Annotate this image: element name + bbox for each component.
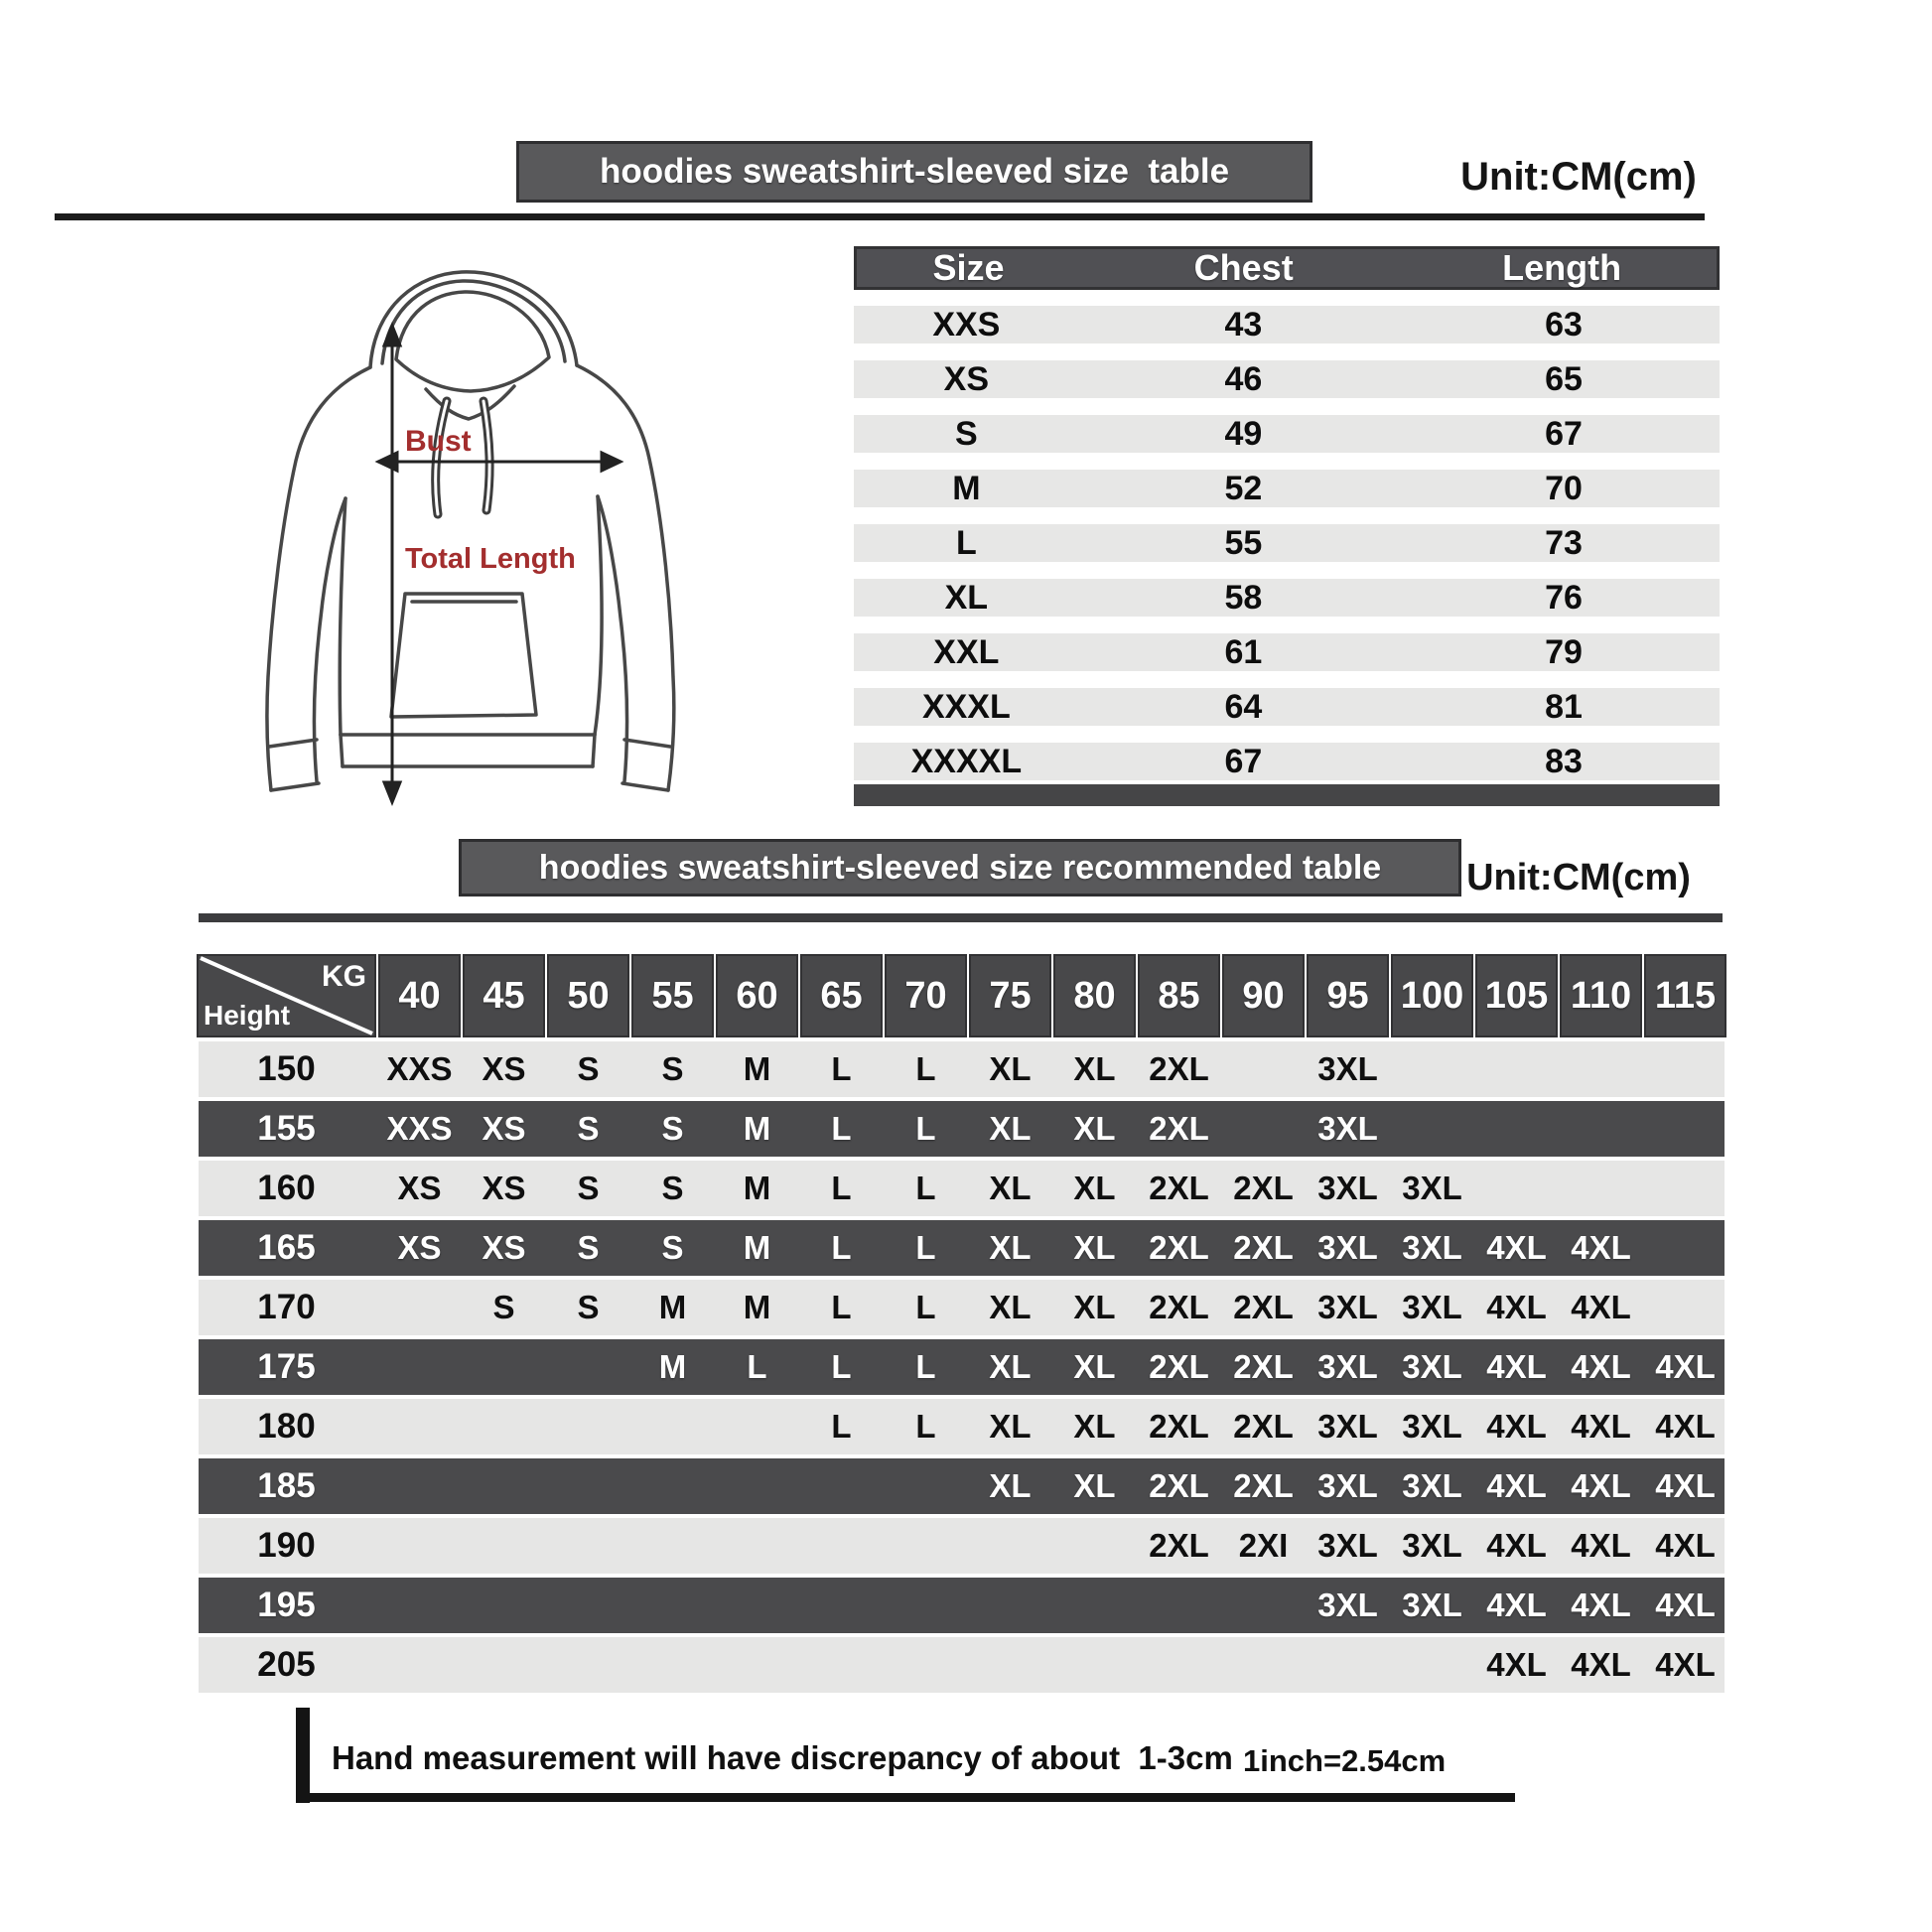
size-cell: XS xyxy=(482,1170,526,1206)
weight-header-cell: 75 xyxy=(971,956,1049,1035)
inch-conversion-note: 1inch=2.54cm xyxy=(1243,1743,1447,1778)
recommended-table-row xyxy=(199,1101,1725,1157)
size-cell: M xyxy=(743,1170,771,1206)
size-cell: M xyxy=(743,1110,771,1147)
size-cell: 3XL xyxy=(1402,1467,1462,1504)
height-label: 160 xyxy=(257,1169,316,1207)
size-cell: 4XL xyxy=(1571,1289,1631,1325)
size-table-cell: XXXXL xyxy=(910,743,1023,780)
size-table-row xyxy=(854,470,1720,507)
size-table-row xyxy=(854,579,1720,617)
size-cell: 3XL xyxy=(1317,1587,1378,1623)
size-cell: L xyxy=(831,1289,852,1325)
size-cell: 3XL xyxy=(1402,1289,1462,1325)
size-cell: 3XL xyxy=(1317,1289,1378,1325)
recommended-table-row xyxy=(199,1280,1725,1335)
weight-header-cell: 100 xyxy=(1393,956,1471,1035)
size-cell: 3XL xyxy=(1317,1110,1378,1147)
size-table-title: hoodies sweatshirt-sleeved size table xyxy=(599,152,1230,191)
weight-header-cell: 115 xyxy=(1646,956,1725,1035)
size-cell: 4XL xyxy=(1571,1348,1631,1385)
height-label: 165 xyxy=(257,1228,316,1267)
size-cell: 2XL xyxy=(1233,1229,1294,1266)
size-cell: 2XL xyxy=(1233,1467,1294,1504)
total-length-label: Total Length xyxy=(405,543,576,575)
size-table-row xyxy=(854,743,1720,780)
size-cell: 2XL xyxy=(1233,1289,1294,1325)
size-table-cell: 83 xyxy=(1545,743,1583,780)
size-cell: XL xyxy=(989,1408,1032,1445)
size-cell: L xyxy=(831,1348,852,1385)
size-table-cell: M xyxy=(952,470,981,507)
size-cell: 2XL xyxy=(1233,1408,1294,1445)
height-label: 170 xyxy=(257,1288,316,1326)
size-cell: 4XL xyxy=(1571,1408,1631,1445)
size-cell: 3XL xyxy=(1402,1170,1462,1206)
body-left-seam xyxy=(340,498,345,735)
size-cell: L xyxy=(915,1110,936,1147)
size-cell: 4XL xyxy=(1655,1646,1716,1683)
weight-header-cell: 90 xyxy=(1224,956,1303,1035)
recommended-table-row xyxy=(199,1041,1725,1097)
size-table xyxy=(854,246,1720,822)
right-cuff-bottom xyxy=(622,783,668,790)
size-cell: S xyxy=(661,1050,684,1087)
size-cell: 3XL xyxy=(1402,1527,1462,1564)
size-cell: 4XL xyxy=(1571,1587,1631,1623)
size-cell: 2XL xyxy=(1149,1289,1209,1325)
size-cell: 2XL xyxy=(1149,1229,1209,1266)
recommended-table-row xyxy=(199,1161,1725,1216)
size-cell: L xyxy=(831,1170,852,1206)
height-label: 180 xyxy=(257,1407,316,1446)
size-cell: 4XL xyxy=(1571,1527,1631,1564)
size-table-cell: 79 xyxy=(1545,633,1583,671)
recommended-table-row xyxy=(199,1637,1725,1693)
size-cell: XS xyxy=(482,1229,526,1266)
size-cell: 4XL xyxy=(1486,1527,1547,1564)
size-cell: L xyxy=(915,1348,936,1385)
size-table-cell: 43 xyxy=(1224,306,1263,344)
size-cell: S xyxy=(577,1170,600,1206)
size-table-cell: 49 xyxy=(1224,415,1263,453)
size-cell: 3XL xyxy=(1317,1050,1378,1087)
recommended-table-row xyxy=(199,1458,1725,1514)
weight-header-cell: 110 xyxy=(1562,956,1640,1035)
size-cell: XL xyxy=(1073,1170,1116,1206)
recommended-table-row xyxy=(199,1578,1725,1633)
size-table-cell: XL xyxy=(944,579,989,617)
arrowhead-down xyxy=(384,782,400,802)
column-header-chest: Chest xyxy=(1193,247,1294,288)
size-table-cell: 67 xyxy=(1224,743,1263,780)
size-cell: XL xyxy=(1073,1229,1116,1266)
size-cell: XL xyxy=(989,1229,1032,1266)
height-label: 205 xyxy=(257,1645,316,1684)
size-table-row xyxy=(854,524,1720,562)
middle-divider-line xyxy=(199,913,1723,922)
size-cell: S xyxy=(577,1289,600,1325)
size-table-cell: 64 xyxy=(1224,688,1263,726)
size-cell: S xyxy=(577,1110,600,1147)
weight-header-cell: 105 xyxy=(1477,956,1556,1035)
size-cell: 3XL xyxy=(1317,1170,1378,1206)
size-table-footer-bar xyxy=(854,784,1720,806)
size-cell: 3XL xyxy=(1317,1408,1378,1445)
recommended-table-title-bar xyxy=(459,839,1461,897)
size-cell: 2XL xyxy=(1149,1110,1209,1147)
size-cell: XL xyxy=(1073,1050,1116,1087)
weight-header-cell: 60 xyxy=(718,956,796,1035)
size-cell: L xyxy=(831,1408,852,1445)
note-underline xyxy=(296,1793,1515,1802)
size-cell: L xyxy=(831,1229,852,1266)
hem-sides xyxy=(341,735,595,766)
size-cell: L xyxy=(747,1348,767,1385)
size-table-row xyxy=(854,688,1720,726)
size-cell: 2XL xyxy=(1149,1170,1209,1206)
recommended-table-unit-label: Unit:CM(cm) xyxy=(1466,857,1691,898)
size-cell: S xyxy=(577,1229,600,1266)
size-cell: 4XL xyxy=(1571,1229,1631,1266)
recommended-table-row xyxy=(199,1399,1725,1454)
weight-header-cell: 50 xyxy=(549,956,627,1035)
size-cell: XL xyxy=(989,1170,1032,1206)
left-cuff-top xyxy=(269,740,317,747)
size-cell: M xyxy=(743,1050,771,1087)
size-cell: 4XL xyxy=(1486,1467,1547,1504)
size-cell: XL xyxy=(1073,1467,1116,1504)
size-cell: XL xyxy=(1073,1110,1116,1147)
size-cell: 4XL xyxy=(1655,1467,1716,1504)
size-cell: XS xyxy=(397,1229,442,1266)
size-cell: 2XL xyxy=(1233,1348,1294,1385)
size-cell: 4XL xyxy=(1655,1527,1716,1564)
size-table-cell: 76 xyxy=(1545,579,1583,617)
weight-header-cell: 65 xyxy=(802,956,881,1035)
size-cell: S xyxy=(577,1050,600,1087)
recommended-table-row xyxy=(199,1339,1725,1395)
size-cell: L xyxy=(915,1289,936,1325)
size-table-title-bar xyxy=(516,141,1312,203)
size-cell: 3XL xyxy=(1317,1348,1378,1385)
corner-height-label: Height xyxy=(204,1000,291,1031)
size-cell: 4XL xyxy=(1486,1289,1547,1325)
recommended-table-header xyxy=(199,956,1725,1035)
size-cell: 2XL xyxy=(1233,1170,1294,1206)
size-table-cell: S xyxy=(955,415,978,453)
corner-kg-label: KG xyxy=(322,960,366,993)
size-table-cell: 70 xyxy=(1545,470,1583,507)
size-table-cell: 81 xyxy=(1545,688,1583,726)
size-cell: L xyxy=(915,1050,936,1087)
size-cell: 4XL xyxy=(1571,1467,1631,1504)
size-cell: 4XL xyxy=(1486,1408,1547,1445)
arrowhead-right xyxy=(602,453,621,471)
note-vertical-bar xyxy=(296,1708,310,1803)
hoodie-measurement-diagram xyxy=(223,250,700,832)
size-table-row xyxy=(854,360,1720,398)
body-right-seam xyxy=(595,496,602,735)
size-cell: S xyxy=(492,1289,515,1325)
corner-cell-kg-height xyxy=(199,956,374,1035)
size-cell: 4XL xyxy=(1655,1408,1716,1445)
recommended-table-title: hoodies sweatshirt-sleeved size recommended table xyxy=(538,848,1382,887)
size-cell: 3XL xyxy=(1317,1229,1378,1266)
size-cell: M xyxy=(743,1229,771,1266)
right-cuff-top xyxy=(624,740,670,747)
size-cell: 4XL xyxy=(1655,1587,1716,1623)
left-sleeve-outer xyxy=(267,367,370,790)
column-header-size: Size xyxy=(932,247,1005,288)
size-cell: L xyxy=(915,1170,936,1206)
size-cell: 3XL xyxy=(1317,1467,1378,1504)
size-cell: XL xyxy=(989,1348,1032,1385)
arrowhead-left xyxy=(378,453,397,471)
size-table-rows xyxy=(854,306,1720,797)
size-cell: 3XL xyxy=(1402,1408,1462,1445)
size-cell: S xyxy=(661,1229,684,1266)
size-table-cell: 46 xyxy=(1224,360,1263,398)
size-cell: M xyxy=(658,1289,687,1325)
size-table-cell: XXXL xyxy=(921,688,1011,726)
size-cell: 2XI xyxy=(1238,1527,1289,1564)
measurement-note: Hand measurement will have discrepancy of about 1-3cm xyxy=(332,1739,1233,1776)
hoodie-line-drawing xyxy=(223,250,700,832)
height-label: 185 xyxy=(257,1466,316,1505)
size-cell: M xyxy=(743,1289,771,1325)
weight-header-cell: 85 xyxy=(1140,956,1218,1035)
size-table-cell: XXL xyxy=(933,633,1000,671)
height-label: 190 xyxy=(257,1526,316,1565)
size-cell: 3XL xyxy=(1402,1348,1462,1385)
weight-header-cell: 95 xyxy=(1309,956,1387,1035)
size-cell: S xyxy=(661,1110,684,1147)
size-table-row xyxy=(854,415,1720,453)
kangaroo-pocket xyxy=(391,594,536,717)
size-table-cell: 61 xyxy=(1224,633,1263,671)
weight-header-cell: 40 xyxy=(380,956,459,1035)
height-label: 195 xyxy=(257,1586,316,1624)
bust-label: Bust xyxy=(405,425,472,458)
size-cell: 2XL xyxy=(1149,1527,1209,1564)
height-label: 175 xyxy=(257,1347,316,1386)
size-table-cell: 73 xyxy=(1545,524,1583,562)
size-cell: 2XL xyxy=(1149,1408,1209,1445)
top-divider-line xyxy=(55,213,1705,220)
height-label: 155 xyxy=(257,1109,316,1148)
weight-header-cell: 45 xyxy=(465,956,543,1035)
left-cuff-bottom xyxy=(271,783,319,790)
size-table-cell: 67 xyxy=(1545,415,1583,453)
size-cell: XS xyxy=(482,1110,526,1147)
size-cell: 4XL xyxy=(1486,1229,1547,1266)
size-cell: L xyxy=(831,1050,852,1087)
size-table-row xyxy=(854,633,1720,671)
recommended-table-row xyxy=(199,1518,1725,1574)
column-header-length: Length xyxy=(1502,247,1622,288)
size-cell: XL xyxy=(1073,1289,1116,1325)
arrowhead-up xyxy=(384,326,400,345)
size-table-row xyxy=(854,306,1720,344)
recommended-table xyxy=(199,956,1725,1697)
size-table-cell: 52 xyxy=(1224,470,1263,507)
size-cell: L xyxy=(915,1408,936,1445)
weight-header-cell: 70 xyxy=(887,956,965,1035)
size-cell: 3XL xyxy=(1317,1527,1378,1564)
size-cell: XL xyxy=(989,1289,1032,1325)
size-table-cell: L xyxy=(955,524,977,562)
weight-header-cell: 55 xyxy=(633,956,712,1035)
size-cell: 2XL xyxy=(1149,1050,1209,1087)
size-table-cell: 65 xyxy=(1545,360,1583,398)
height-label: 150 xyxy=(257,1049,316,1088)
size-cell: 3XL xyxy=(1402,1587,1462,1623)
size-table-cell: 63 xyxy=(1545,306,1583,344)
size-cell: 4XL xyxy=(1655,1348,1716,1385)
size-cell: XL xyxy=(1073,1348,1116,1385)
recommended-table-row xyxy=(199,1220,1725,1276)
size-cell: XXS xyxy=(386,1050,453,1087)
hood-opening xyxy=(396,292,549,391)
size-cell: XL xyxy=(989,1110,1032,1147)
size-table-cell: 58 xyxy=(1224,579,1263,617)
size-table-cell: XXS xyxy=(932,306,1001,344)
size-cell: 3XL xyxy=(1402,1229,1462,1266)
size-cell: L xyxy=(915,1229,936,1266)
size-table-header xyxy=(854,246,1720,290)
size-cell: XXS xyxy=(386,1110,453,1147)
recommended-table-rows xyxy=(199,1041,1725,1693)
size-table-cell: 55 xyxy=(1224,524,1263,562)
size-cell: XS xyxy=(397,1170,442,1206)
size-cell: XL xyxy=(989,1050,1032,1087)
size-cell: 4XL xyxy=(1571,1646,1631,1683)
size-table-cell: XS xyxy=(943,360,990,398)
size-cell: S xyxy=(661,1170,684,1206)
size-cell: M xyxy=(658,1348,687,1385)
weight-header-cell: 80 xyxy=(1055,956,1134,1035)
size-cell: XS xyxy=(482,1050,526,1087)
size-cell: 4XL xyxy=(1486,1587,1547,1623)
size-cell: 4XL xyxy=(1486,1348,1547,1385)
size-cell: 4XL xyxy=(1486,1646,1547,1683)
size-cell: 2XL xyxy=(1149,1348,1209,1385)
size-cell: L xyxy=(831,1110,852,1147)
size-table-unit-label: Unit:CM(cm) xyxy=(1460,155,1697,199)
size-cell: XL xyxy=(989,1467,1032,1504)
size-cell: 2XL xyxy=(1149,1467,1209,1504)
size-cell: XL xyxy=(1073,1408,1116,1445)
